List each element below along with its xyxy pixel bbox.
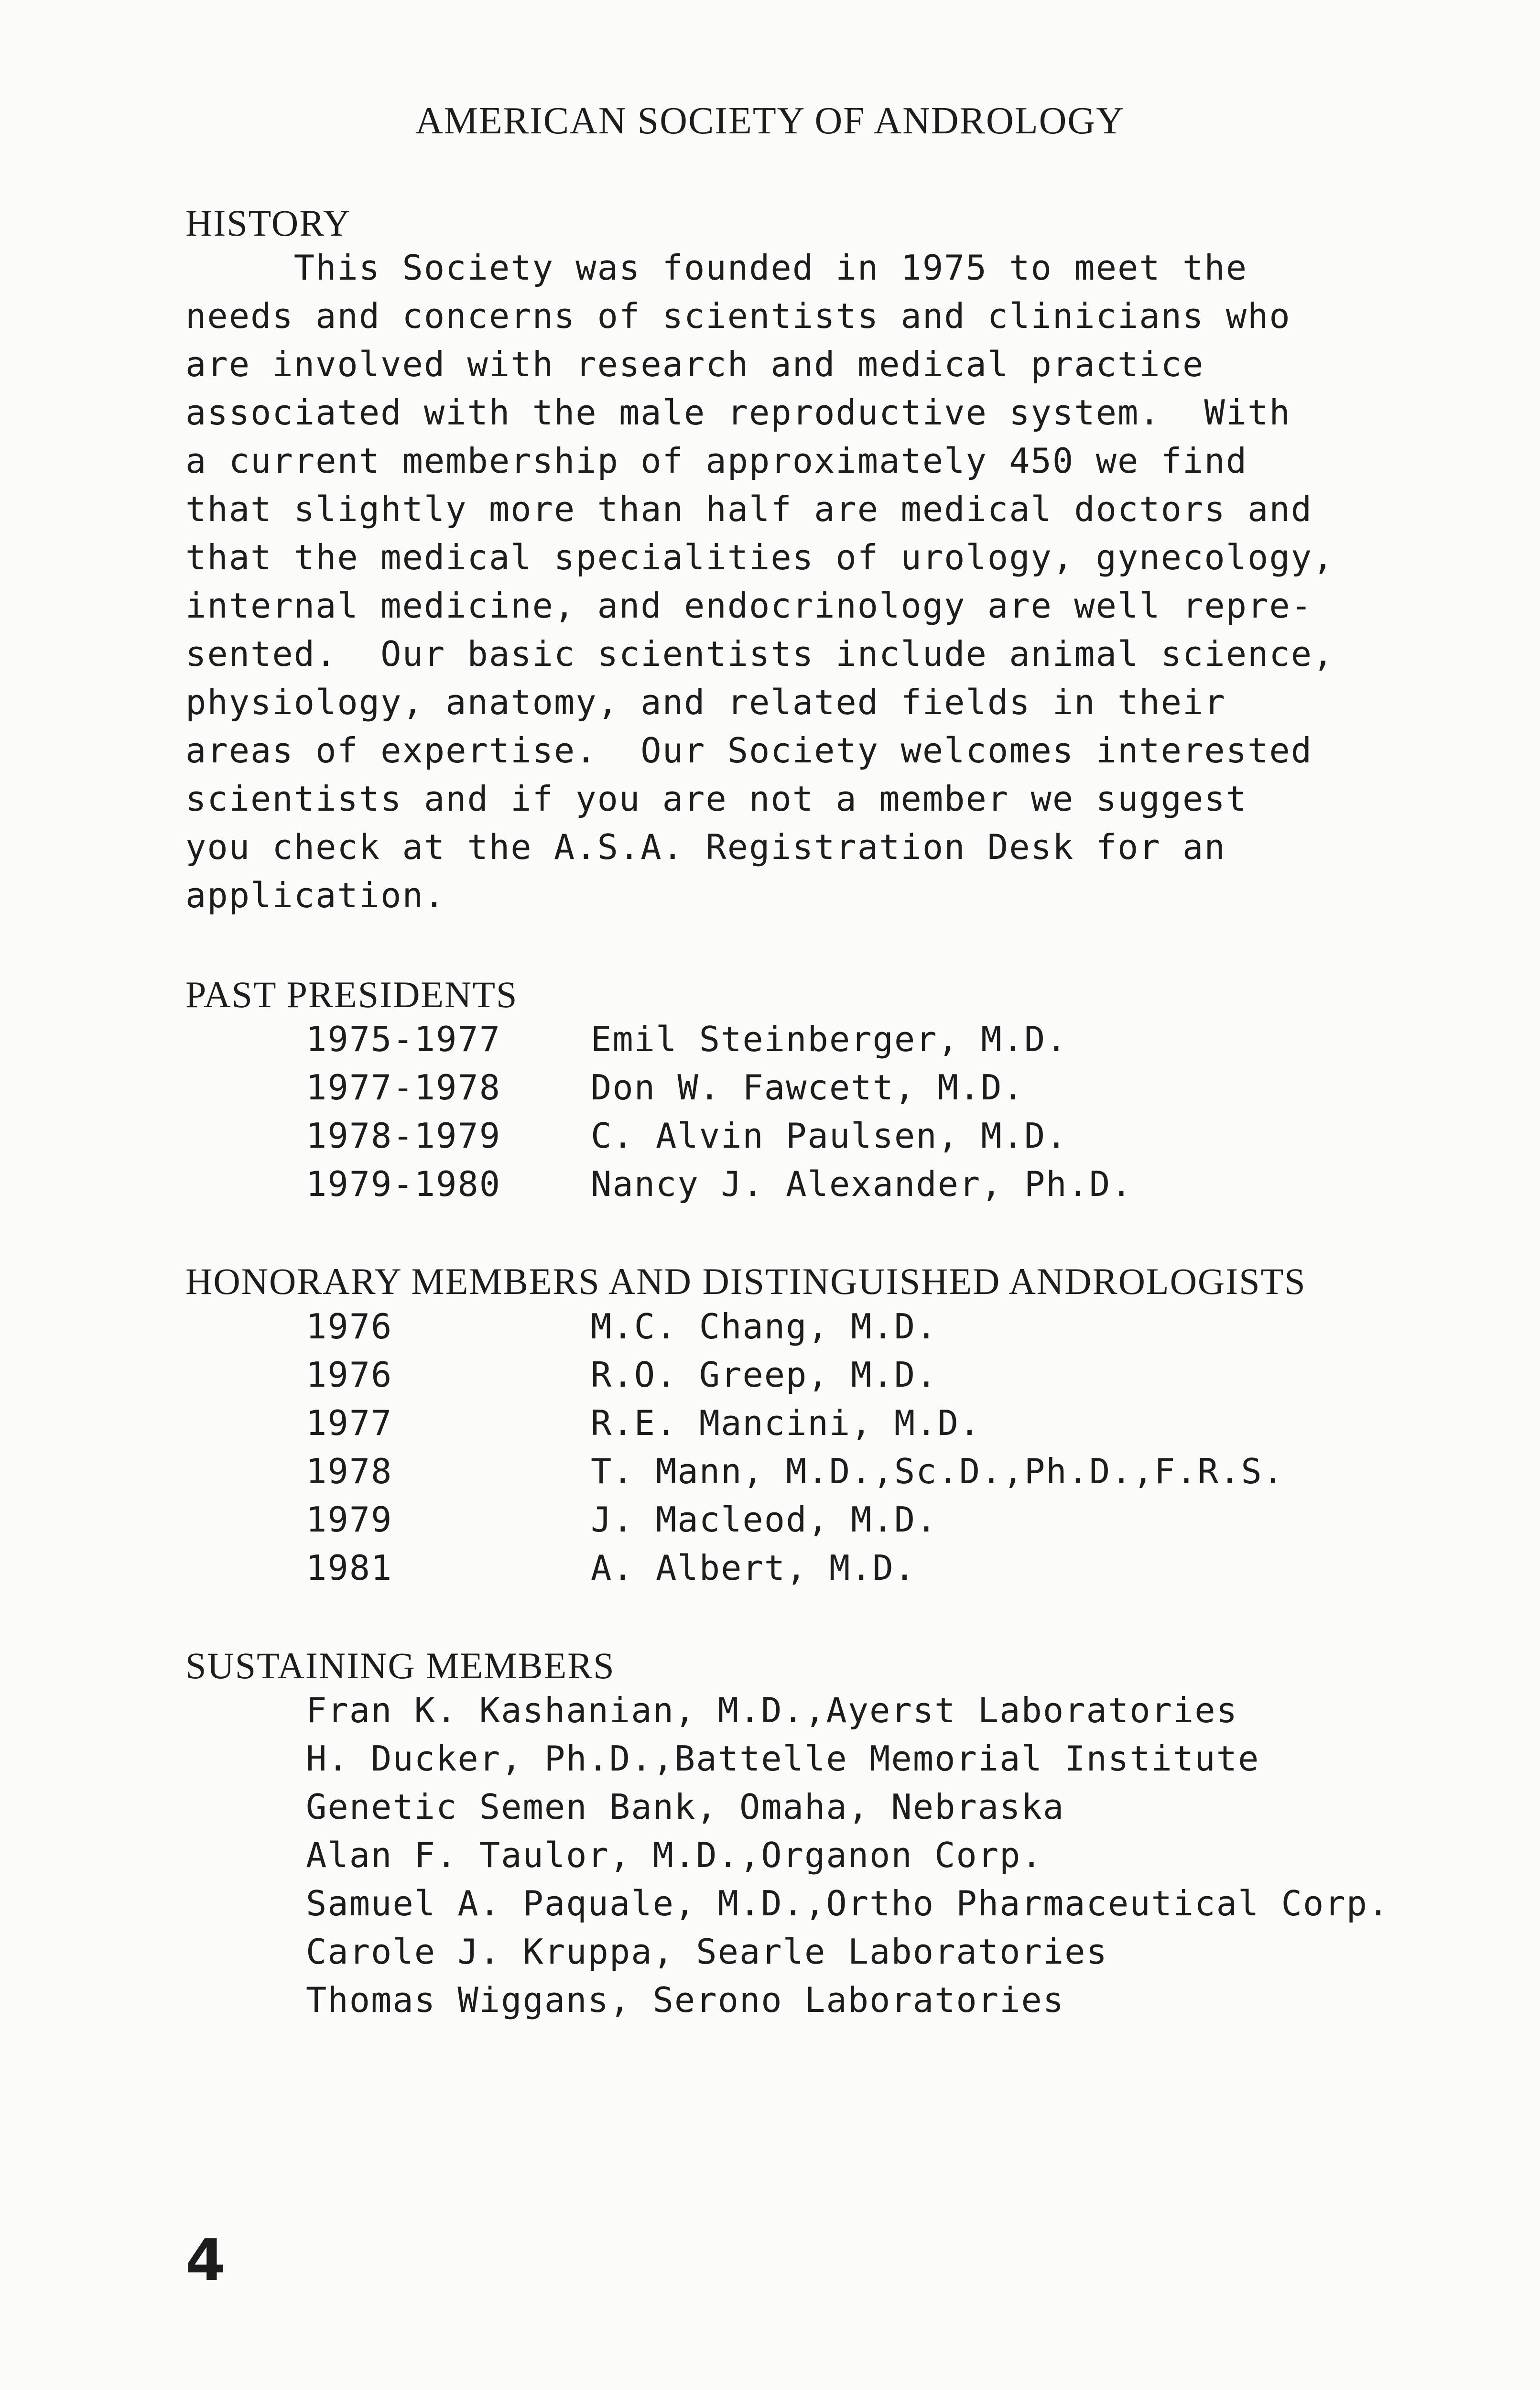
honorary-name: R.O. Greep, M.D. [591,1355,938,1395]
history-line: scientists and if you are not a member we suggest [185,779,1248,819]
history-heading: HISTORY [185,202,351,244]
honorary-year: 1979 [306,1499,393,1540]
sustaining-heading: SUSTAINING MEMBERS [185,1645,615,1686]
history-line: you check at the A.S.A. Registration Desk for an [185,827,1226,867]
honorary-year: 1976 [306,1355,393,1395]
sustaining-member: Carole J. Kruppa, Searle Laboratories [306,1932,1108,1972]
history-line: a current membership of approximately 450 we find [185,441,1248,481]
president-name: Nancy J. Alexander, Ph.D. [591,1164,1133,1204]
honorary-heading: HONORARY MEMBERS AND DISTINGUISHED ANDROLOGISTS [185,1260,1306,1302]
president-years: 1978-1979 [306,1116,501,1156]
history-line: associated with the male reproductive system. With [185,392,1291,433]
page-title: AMERICAN SOCIETY OF ANDROLOGY [415,100,1125,142]
sustaining-member: H. Ducker, Ph.D.,Battelle Memorial Institute [306,1738,1260,1779]
sustaining-member: Fran K. Kashanian, M.D.,Ayerst Laboratories [306,1690,1238,1730]
president-name: Don W. Fawcett, M.D. [591,1067,1024,1108]
history-line: that slightly more than half are medical doctors and [185,489,1313,529]
sustaining-member: Thomas Wiggans, Serono Laboratories [306,1980,1065,2020]
history-line: physiology, anatomy, and related fields in their [185,682,1226,722]
president-years: 1977-1978 [306,1067,501,1108]
history-line: internal medicine, and endocrinology are well repre- [185,586,1313,626]
president-years: 1975-1977 [306,1019,501,1059]
honorary-year: 1981 [306,1548,393,1588]
sustaining-member: Samuel A. Paquale, M.D.,Ortho Pharmaceutical Corp. [306,1883,1390,1923]
history-line: needs and concerns of scientists and clinicians who [185,296,1291,336]
honorary-name: T. Mann, M.D.,Sc.D.,Ph.D.,F.R.S. [591,1451,1285,1491]
president-name: Emil Steinberger, M.D. [591,1019,1068,1059]
history-line: are involved with research and medical practice [185,344,1204,384]
president-years: 1979-1980 [306,1164,501,1204]
history-line: that the medical specialities of urology, gynecology, [185,537,1334,577]
honorary-name: R.E. Mancini, M.D. [591,1403,981,1443]
president-name: C. Alvin Paulsen, M.D. [591,1116,1068,1156]
sustaining-member: Alan F. Taulor, M.D.,Organon Corp. [306,1835,1043,1875]
honorary-name: M.C. Chang, M.D. [591,1306,938,1347]
honorary-name: J. Macleod, M.D. [591,1499,938,1540]
page-number: 4 [185,2227,226,2294]
honorary-year: 1978 [306,1451,393,1491]
history-line: This Society was founded in 1975 to meet the [185,248,1248,288]
honorary-year: 1977 [306,1403,393,1443]
history-line: sented. Our basic scientists include animal science, [185,634,1334,674]
history-line: application. [185,875,446,915]
honorary-name: A. Albert, M.D. [591,1548,916,1588]
sustaining-member: Genetic Semen Bank, Omaha, Nebraska [306,1787,1065,1827]
history-line: areas of expertise. Our Society welcomes interested [185,730,1313,771]
honorary-year: 1976 [306,1306,393,1347]
past-presidents-heading: PAST PRESIDENTS [185,974,518,1015]
